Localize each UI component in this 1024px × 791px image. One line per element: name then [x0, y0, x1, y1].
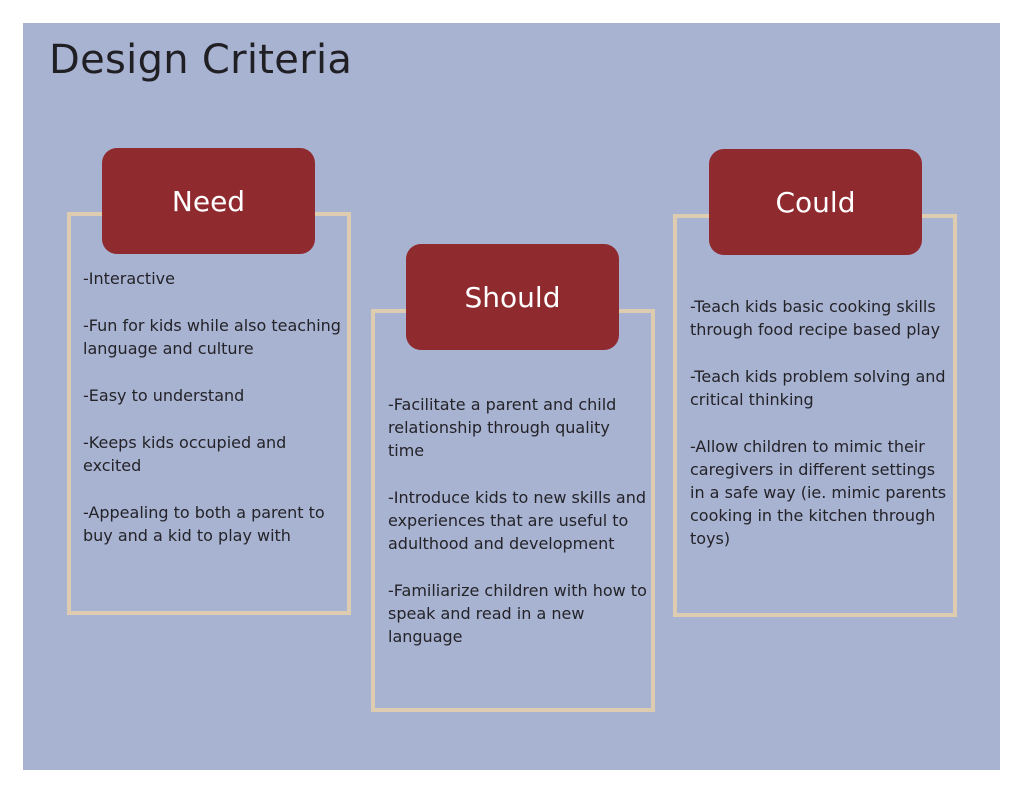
list-item: -Teach kids problem solving and critical thinking: [690, 367, 946, 409]
could-header: Could: [709, 149, 922, 255]
list-item: -Allow children to mimic their caregivers in different settings in a safe way (ie. mimic parents cooking in the kitchen through toys): [690, 437, 947, 548]
slide: [23, 23, 1000, 770]
list-item: -Introduce kids to new skills and experiences that are useful to adulthood and development: [388, 488, 646, 553]
should-header: Should: [406, 244, 619, 350]
list-item: -Interactive: [83, 269, 175, 288]
list-item: -Facilitate a parent and child relationship through quality time: [388, 395, 617, 460]
could-list: [690, 295, 952, 574]
need-header: Need: [102, 148, 315, 254]
list-item: -Easy to understand: [83, 386, 245, 405]
list-item: -Familiarize children with how to speak and read in a new language: [388, 581, 647, 646]
need-list: [83, 267, 345, 571]
list-item: -Appealing to both a parent to buy and a kid to play with: [83, 503, 325, 545]
list-item: -Fun for kids while also teaching language and culture: [83, 316, 341, 358]
should-list: [388, 393, 650, 672]
list-item: -Keeps kids occupied and excited: [83, 433, 287, 475]
page-title: Design Criteria: [49, 37, 353, 83]
list-item: -Teach kids basic cooking skills through food recipe based play: [690, 297, 941, 339]
